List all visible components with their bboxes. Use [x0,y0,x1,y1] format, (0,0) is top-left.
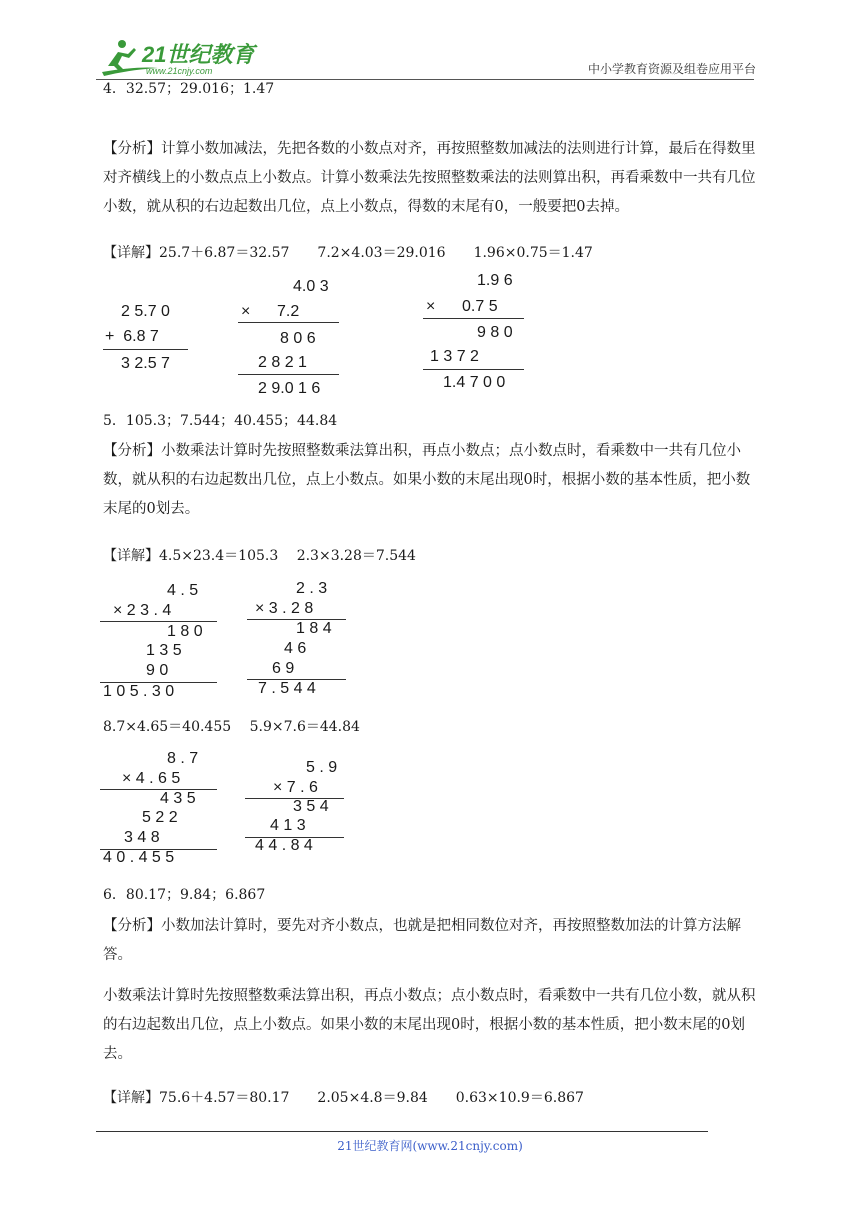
q6-answer: 6．80.17；9.84；6.867 [103,887,266,903]
q5-calcA-line2: × 2 3 . 4 [113,602,172,619]
q5-calcD-line2: × 7 . 6 [273,779,318,796]
site-logo [98,36,258,78]
q4-calc3-rule1 [423,318,524,319]
footer-link[interactable]: 21世纪教育网(www.21cnjy.com) [337,1139,523,1153]
q5-calcB-line2: × 3 . 2 8 [255,600,314,617]
q4-calc3-rule2 [423,369,524,370]
q5-calcC-line1: 8 . 7 [167,750,199,767]
q5-calcD-result: 4 4 . 8 4 [255,837,313,854]
q5-calcA-result: 1 0 5 . 3 0 [103,683,175,700]
q5-calcA-line4: 1 3 5 [146,642,182,659]
q5-calcC-line4: 5 2 2 [142,809,178,826]
q5-calcD-line4: 4 1 3 [270,817,306,834]
q5-calcC-rule1 [100,789,217,790]
q5-answer: 5．105.3；7.544；40.455；44.84 [103,413,338,429]
q4-calc1-rule [103,349,188,350]
q4-calc3-line4: 1 3 7 2 [430,348,479,365]
q4-detail: 【详解】25.7＋6.87＝32.57 7.2×4.03＝29.016 1.96×0.75＝1.47 [103,245,593,261]
q5-calcD-line3: 3 5 4 [293,798,329,815]
q5-calcB-line5: 6 9 [272,660,295,677]
q5-calcB-line3: 1 8 4 [296,620,332,637]
q4-calc1-line2: + 6.8 7 [105,328,159,345]
q4-calc2-line2: × 7.2 [241,303,300,320]
q4-calc1-line1: 2 5.7 0 [121,303,170,320]
q5-calcC-line2: × 4 . 6 5 [122,770,181,787]
header-platform-text: 中小学教育资源及组卷应用平台 [587,62,756,76]
q4-calc2-line4: 2 8 2 1 [258,354,307,371]
q4-calc2-rule1 [238,322,339,323]
q5-analysis: 【分析】小数乘法计算时先按照整数乘法算出积，再点小数点；点小数点时，看乘数中一共有几位小数，就从积的右边起数出几位，点上小数点。如果小数的末尾出现0时，根据小数的基本性质，把小数末尾的0划去。 [103,443,751,517]
q4-calc3-line3: 9 8 0 [477,324,513,341]
q5-calcB-line1: 2 . 3 [296,580,328,597]
q6-detail: 【详解】75.6＋4.57＝80.17 2.05×4.8＝9.84 0.63×10.9＝6.867 [103,1090,584,1106]
q4-calc2-line3: 8 0 6 [280,330,316,347]
q4-calc2-result: 2 9.0 1 6 [258,380,321,397]
q4-answer: 4．32.57；29.016；1.47 [103,81,275,97]
q6-analysis2: 小数乘法计算时先按照整数乘法算出积，再点小数点；点小数点时，看乘数中一共有几位小数，就从积的右边起数出几位，点上小数点。如果小数的末尾出现0时，根据小数的基本性质，把小数末尾的0划去。 [103,988,756,1062]
q4-calc3-line1: 1.9 6 [477,272,513,289]
q5-calcC-result: 4 0 . 4 5 5 [103,849,175,866]
q4-calc2-line1: 4.0 3 [293,278,329,295]
q5-calcA-rule1 [100,621,217,622]
q5-calcD-line1: 5 . 9 [306,759,338,776]
q5-calcA-line1: 4 . 5 [167,582,199,599]
q6-analysis1: 【分析】小数加法计算时，要先对齐小数点，也就是把相同数位对齐，再按照整数加法的计算方法解答。 [103,918,741,963]
q4-analysis: 【分析】计算小数加减法，先把各数的小数点对齐，再按照整数加减法的法则进行计算，最后在得数里对齐横线上的小数点点上小数点。计算小数乘法先按照整数乘法的法则算出积，再看乘数中一共有几位小数，就从积的右边起数出几位，点上小数点，得数的末尾有0，一般要把0去掉。 [103,141,756,215]
svg-text:www.21cnjy.com: www.21cnjy.com [146,66,213,76]
q5-calcA-line3: 1 8 0 [167,623,203,640]
q5-calcC-line5: 3 4 8 [124,829,160,846]
q5-calcC-line3: 4 3 5 [160,790,196,807]
q5-detail2: 8.7×4.65＝40.455 5.9×7.6＝44.84 [103,719,360,735]
q5-calcA-line5: 9 0 [146,662,169,679]
q5-detail1: 【详解】4.5×23.4＝105.3 2.3×3.28＝7.544 [103,548,416,564]
footer-divider [96,1131,708,1132]
q4-calc2-rule2 [238,374,339,375]
q4-calc3-result: 1.4 7 0 0 [443,374,506,391]
q4-calc3-line2: × 0.7 5 [426,298,498,315]
q5-calcB-result: 7 . 5 4 4 [258,680,316,697]
q5-calcB-line4: 4 6 [284,640,307,657]
svg-text:21世纪教育: 21世纪教育 [142,42,255,67]
q4-calc1-result: 3 2.5 7 [121,355,170,372]
